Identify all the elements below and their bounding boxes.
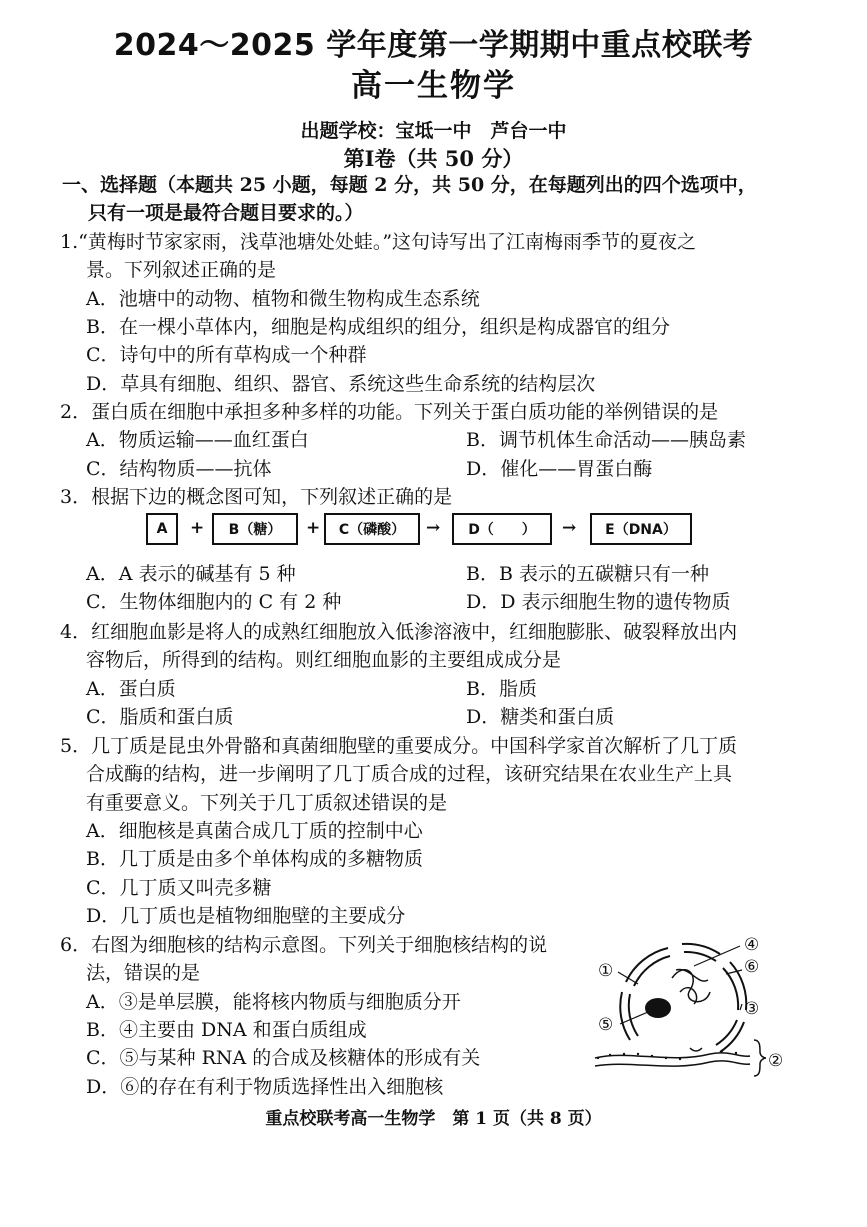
option: A．细胞核是真菌合成几丁质的控制中心: [86, 820, 423, 842]
arrow-icon: →: [562, 518, 577, 538]
label-1: ①: [598, 961, 614, 981]
option: B．几丁质是由多个单体构成的多糖物质: [86, 848, 423, 870]
option: A．③是单层膜，能将核内物质与细胞质分开: [86, 991, 461, 1013]
concept-box-e: E（DNA）: [590, 513, 692, 545]
question-stem: 6．右图为细胞核的结构示意图。下列关于细胞核结构的说: [60, 934, 548, 956]
nucleus-diagram: [590, 930, 790, 1080]
option: B．在一棵小草体内，细胞是构成组织的组分，组织是构成器官的组分: [86, 316, 670, 338]
option: D．几丁质也是植物细胞壁的主要成分: [86, 905, 406, 927]
option: B．B 表示的五碳糖只有一种: [466, 563, 709, 585]
question-stem: 景。下列叙述正确的是: [86, 259, 277, 281]
label-4: ④: [744, 935, 760, 955]
option: B．脂质: [466, 678, 537, 700]
plus-sign: +: [190, 518, 205, 538]
page-footer: 重点校联考高一生物学 第 1 页（共 8 页）: [265, 1109, 602, 1129]
option: A．物质运输——血红蛋白: [86, 429, 309, 451]
label-2: ②: [768, 1051, 784, 1071]
option: B．调节机体生命活动——胰岛素: [466, 429, 746, 451]
question-stem: 3．根据下边的概念图可知，下列叙述正确的是: [60, 486, 453, 508]
question-stem: 4．红细胞血影是将人的成熟红细胞放入低渗溶液中，红细胞膨胀、破裂释放出内: [60, 621, 738, 643]
question-stem: 容物后，所得到的结构。则红细胞血影的主要组成成分是: [86, 649, 562, 671]
label-3: ③: [744, 999, 760, 1019]
label-5: ⑤: [598, 1015, 614, 1035]
arrow-icon: →: [426, 518, 441, 538]
section-heading-cont: 只有一项是最符合题目要求的。）: [88, 202, 364, 224]
option: C．⑤与某种 RNA 的合成及核糖体的形成有关: [86, 1047, 481, 1069]
option: D．⑥的存在有利于物质选择性出入细胞核: [86, 1076, 444, 1098]
school-line: 出题学校：宝坻一中 芦台一中: [300, 120, 567, 142]
question-stem: 2．蛋白质在细胞中承担多种多样的功能。下列关于蛋白质功能的举例错误的是: [60, 401, 719, 423]
option: C．诗句中的所有草构成一个种群: [86, 344, 367, 366]
label-6: ⑥: [744, 957, 760, 977]
plus-sign: +: [306, 518, 321, 538]
option: D．草具有细胞、组织、器官、系统这些生命系统的结构层次: [86, 373, 596, 395]
question-stem: 法，错误的是: [86, 962, 201, 984]
section-heading: 一、选择题（本题共 25 小题，每题 2 分，共 50 分，在每题列出的四个选项中，: [62, 174, 757, 196]
concept-box-d: D（ ）: [452, 513, 552, 545]
option: D．催化——胃蛋白酶: [466, 458, 653, 480]
subject-title: 高一生物学: [351, 68, 516, 104]
question-stem: 有重要意义。下列关于几丁质叙述错误的是: [86, 792, 448, 814]
option: C．脂质和蛋白质: [86, 706, 234, 728]
question-stem: 合成酶的结构，进一步阐明了几丁质合成的过程，该研究结果在农业生产上具: [86, 763, 733, 785]
nucleolus: [645, 998, 671, 1018]
option: D．D 表示细胞生物的遗传物质: [466, 591, 731, 613]
option: D．糖类和蛋白质: [466, 706, 615, 728]
option: C．几丁质又叫壳多糖: [86, 877, 272, 899]
option: C．结构物质——抗体: [86, 458, 272, 480]
volume-heading: 第Ⅰ卷（共 50 分）: [343, 146, 524, 171]
option: A．A 表示的碱基有 5 种: [86, 563, 296, 585]
concept-box-c: C（磷酸）: [324, 513, 420, 545]
concept-box-b: B（糖）: [212, 513, 298, 545]
option: A．池塘中的动物、植物和微生物构成生态系统: [86, 288, 480, 310]
question-stem: 1.“黄梅时节家家雨，浅草池塘处处蛙。”这句诗写出了江南梅雨季节的夏夜之: [60, 231, 697, 253]
option: B．④主要由 DNA 和蛋白质组成: [86, 1019, 367, 1041]
option: A．蛋白质: [86, 678, 176, 700]
exam-title: 2024～2025 学年度第一学期期中重点校联考: [113, 28, 754, 63]
question-stem: 5．几丁质是昆虫外骨骼和真菌细胞壁的重要成分。中国科学家首次解析了几丁质: [60, 735, 738, 757]
option: C．生物体细胞内的 C 有 2 种: [86, 591, 342, 613]
concept-box-a: A: [146, 513, 178, 545]
